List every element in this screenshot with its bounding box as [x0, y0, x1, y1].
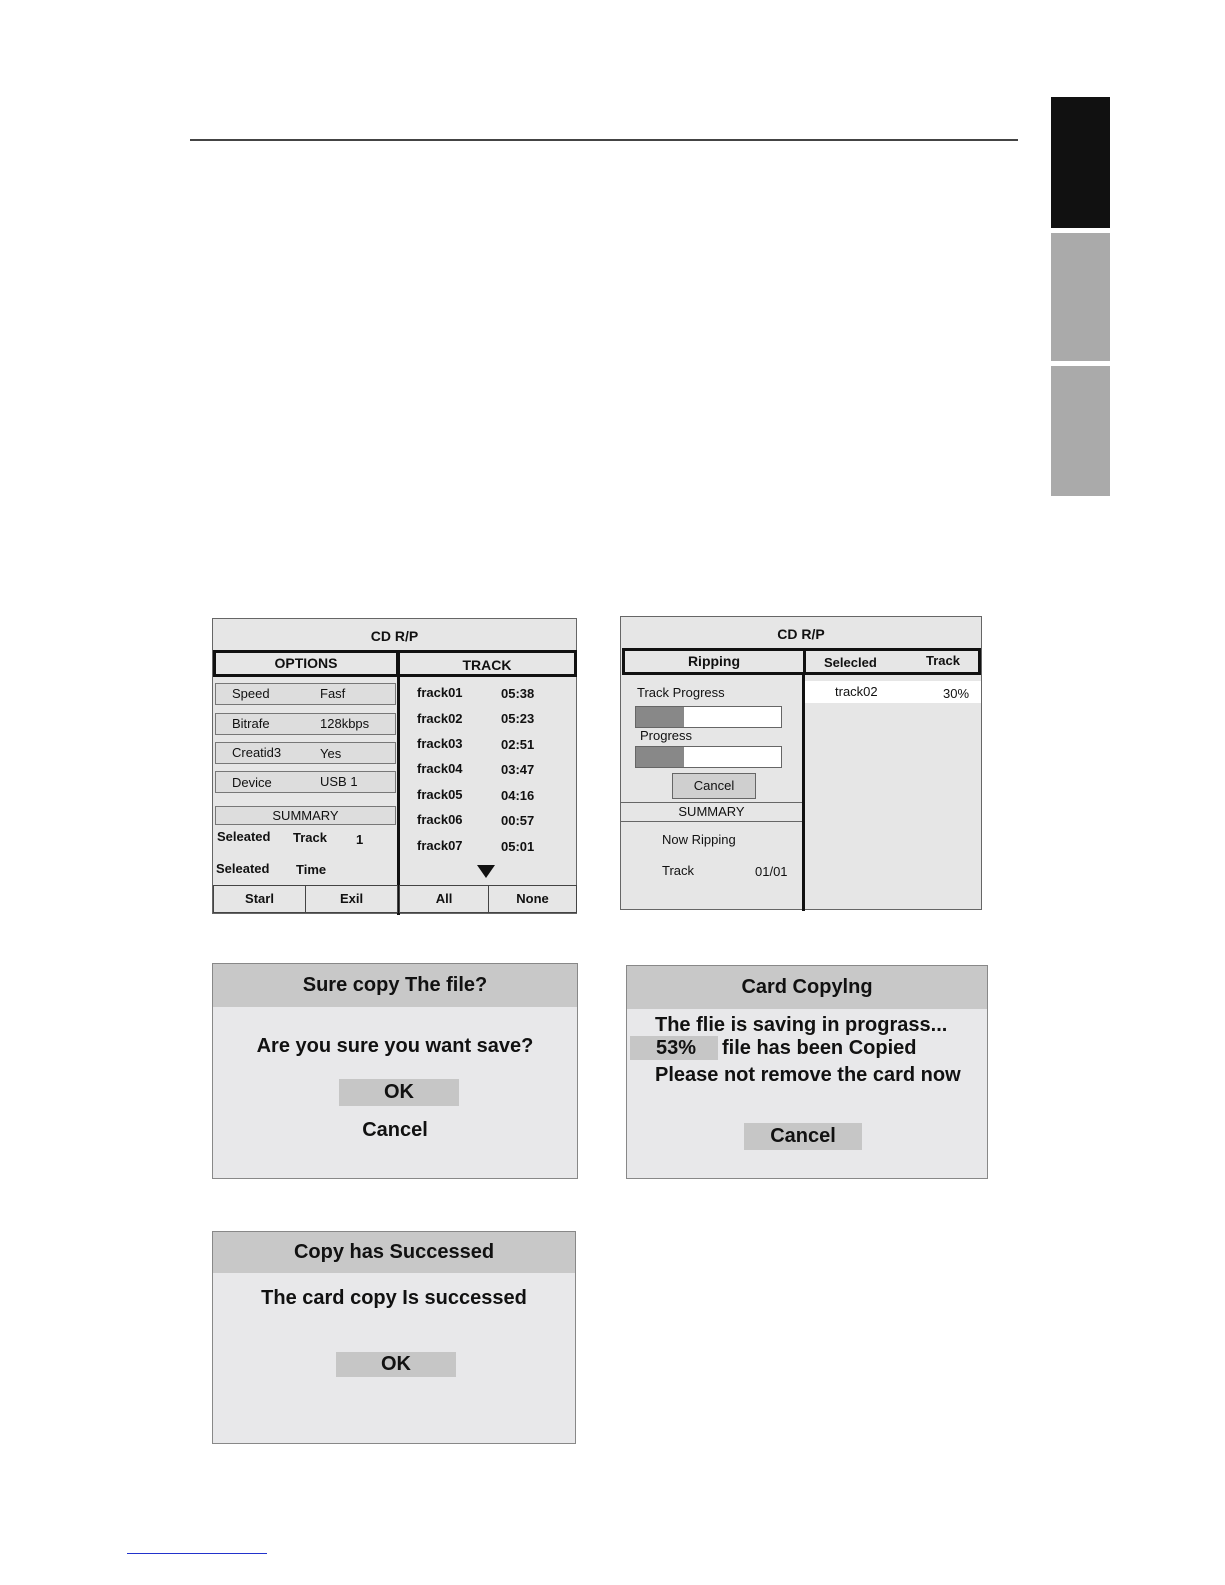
selected-track-percent: 30%	[943, 686, 970, 701]
overall-progress-fill	[636, 747, 684, 767]
option-value: Yes	[320, 746, 342, 761]
footer-link-underline	[127, 1553, 267, 1554]
dialog-title: Sure copy The file?	[213, 964, 577, 1007]
track-progress-bar	[635, 706, 782, 728]
track-progress-label: Track Progress	[637, 685, 725, 700]
select-none-button[interactable]: None	[488, 885, 577, 913]
ok-button[interactable]: OK	[339, 1079, 459, 1106]
header-rule	[190, 139, 1018, 141]
option-row-bitrate[interactable]	[215, 713, 396, 735]
track-time: 05:23	[501, 711, 535, 726]
cancel-button[interactable]: Cancel	[744, 1123, 862, 1150]
track-header-label: Track	[926, 653, 960, 668]
warning-text: Please not remove the card now	[655, 1064, 961, 1086]
exit-button[interactable]: Exil	[305, 885, 398, 913]
track-time: 02:51	[501, 737, 535, 752]
cd-rip-options-screen	[212, 618, 577, 914]
selected-track-key: Track	[293, 830, 327, 845]
screen-title: CD R/P	[370, 628, 419, 644]
option-label: Bitrafe	[232, 716, 270, 731]
track-value: 01/01	[755, 864, 788, 879]
overall-progress-bar	[635, 746, 782, 768]
triangle-down-icon[interactable]	[477, 865, 495, 879]
track-name: frack06	[417, 812, 463, 827]
options-header: OPTIONS	[213, 650, 399, 677]
track-name: frack05	[417, 787, 463, 802]
option-value: Fasf	[320, 686, 346, 701]
copied-status: file has been Copied	[722, 1037, 917, 1059]
section-tab	[1051, 366, 1110, 496]
dialog-message: The card copy Is successed	[261, 1287, 527, 1309]
track-time: 03:47	[501, 762, 535, 777]
track-header: TRACK	[397, 650, 577, 677]
track-name: frack07	[417, 838, 463, 853]
option-row-device[interactable]	[215, 771, 396, 793]
select-all-button[interactable]: All	[399, 885, 489, 913]
summary-label: SUMMARY	[215, 806, 396, 825]
summary-label: SUMMARY	[621, 802, 802, 822]
track-time: 05:01	[501, 839, 535, 854]
now-ripping-label: Now Ripping	[662, 832, 736, 847]
selected-track-label: Seleated	[217, 829, 271, 844]
cd-ripping-screen	[620, 616, 982, 910]
copy-success-dialog	[212, 1231, 576, 1444]
selected-time-key: Time	[296, 862, 327, 877]
status-line: The flie is saving in prograss...	[655, 1014, 948, 1036]
card-copying-dialog	[626, 965, 988, 1179]
option-row-createid3[interactable]	[215, 742, 396, 764]
selected-header-label: Selecled	[824, 655, 877, 670]
selected-time-label: Seleated	[216, 861, 270, 876]
track-time: 05:38	[501, 686, 535, 701]
cancel-button[interactable]: Cancel	[362, 1119, 428, 1141]
track-progress-fill	[636, 707, 684, 727]
track-label: Track	[662, 863, 695, 878]
option-value: USB 1	[320, 774, 358, 789]
progress-label: Progress	[640, 728, 693, 743]
confirm-copy-dialog	[212, 963, 578, 1179]
option-label: Creatid3	[232, 745, 282, 760]
screen-title: CD R/P	[777, 626, 825, 642]
track-name: frack03	[417, 736, 463, 751]
selected-track-name: track02	[835, 684, 878, 699]
copy-percent: 53%	[630, 1036, 718, 1060]
selected-track-header	[803, 648, 981, 675]
option-value: 128kbps	[320, 716, 370, 731]
section-tab	[1051, 233, 1110, 361]
track-name: frack02	[417, 711, 463, 726]
dialog-title: Card Copylng	[627, 966, 987, 1009]
cancel-button[interactable]: Cancel	[672, 773, 756, 799]
start-button[interactable]: Starl	[213, 885, 306, 913]
dialog-message: Are you sure you want save?	[256, 1035, 534, 1057]
option-label: Speed	[232, 686, 270, 701]
track-time: 00:57	[501, 813, 535, 828]
selected-track-value: 1	[356, 832, 364, 847]
column-divider	[397, 675, 400, 915]
track-name: frack01	[417, 685, 463, 700]
option-label: Device	[232, 775, 272, 790]
section-tab-active	[1051, 97, 1110, 228]
track-time: 04:16	[501, 788, 535, 803]
column-divider	[802, 673, 805, 911]
ok-button[interactable]: OK	[336, 1352, 456, 1377]
dialog-title: Copy has Successed	[213, 1232, 575, 1273]
ripping-header: Ripping	[622, 648, 806, 675]
track-name: frack04	[417, 761, 463, 776]
option-row-speed[interactable]	[215, 683, 396, 705]
selected-track-row[interactable]	[805, 681, 981, 703]
